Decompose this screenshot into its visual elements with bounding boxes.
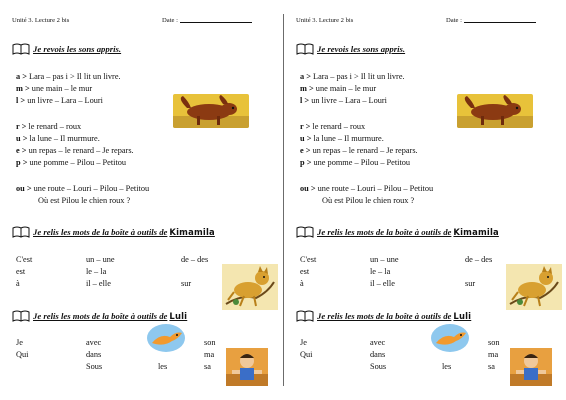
worksheet-left xyxy=(8,0,284,400)
book-icon xyxy=(12,43,30,55)
kim-word: est xyxy=(16,267,26,276)
date-label: Date : xyxy=(162,17,178,24)
sound-line-r: r > le renard – roux xyxy=(300,122,366,131)
luli-word: Qui xyxy=(16,350,29,359)
section-sounds-title: Je revois les sons appris. xyxy=(296,43,405,55)
kim-word: un – une xyxy=(370,255,399,264)
luli-word: son xyxy=(204,338,216,347)
sound-line-r: r > le renard – roux xyxy=(16,122,82,131)
luli-word: Qui xyxy=(300,350,313,359)
sound-line-p: p > une pomme – Pilou – Petitou xyxy=(16,158,127,167)
luli-word: ma xyxy=(488,350,499,359)
kim-word: il – elle xyxy=(370,279,395,288)
kim-word: C'est xyxy=(300,255,317,264)
sound-line-question: Où est Pilou le chien roux ? xyxy=(322,196,415,205)
dog-illustration xyxy=(457,94,533,128)
luli-word: sa xyxy=(204,362,211,371)
book-icon xyxy=(12,310,30,322)
luli-word: sa xyxy=(488,362,495,371)
luli-word: les xyxy=(442,362,452,371)
sound-line-l: l > un livre – Lara – Louri xyxy=(300,96,387,105)
sound-line-m: m > une main – le mur xyxy=(300,84,377,93)
unit-title: Unité 3. Lecture 2 bis xyxy=(12,17,70,24)
sound-line-e: e > un repas – le renard – Je repars. xyxy=(300,146,418,155)
sound-line-a: a > Lara – pas i > Il lit un livre. xyxy=(300,72,405,81)
section-sounds-title: Je revois les sons appris. xyxy=(12,43,121,55)
sound-line-question: Où est Pilou le chien roux ? xyxy=(38,196,131,205)
book-icon xyxy=(296,310,314,322)
luli-word: son xyxy=(488,338,500,347)
kim-word: le – la xyxy=(86,267,107,276)
luli-brand: Luli xyxy=(169,311,188,321)
worksheet-header xyxy=(12,17,282,24)
sound-line-a: a > Lara – pas i > Il lit un livre. xyxy=(16,72,121,81)
luli-word: dans xyxy=(370,350,386,359)
luli-word: Je xyxy=(300,338,307,347)
luli-word: Je xyxy=(16,338,23,347)
kim-word: le – la xyxy=(370,267,391,276)
kim-word: il – elle xyxy=(86,279,111,288)
kim-word: C'est xyxy=(16,255,33,264)
boy-illustration xyxy=(510,348,552,386)
luli-word: avec xyxy=(370,338,386,347)
section-luli-title: Je relis les mots de la boîte à outils de Luli xyxy=(296,310,471,322)
kim-word: de – des xyxy=(181,255,209,264)
bird-illustration xyxy=(430,323,470,353)
kim-word: de – des xyxy=(465,255,493,264)
luli-word: avec xyxy=(86,338,102,347)
dog-illustration xyxy=(173,94,249,128)
kim-word: est xyxy=(300,267,310,276)
luli-brand: Luli xyxy=(453,311,472,321)
luli-word: dans xyxy=(86,350,102,359)
section-kimamila-title: Je relis les mots de la boîte à outils de Kimamila xyxy=(296,226,499,238)
cat-illustration xyxy=(222,264,278,310)
sound-line-l: l > un livre – Lara – Louri xyxy=(16,96,103,105)
luli-word: Sous xyxy=(86,362,103,371)
date-label: Date : xyxy=(446,17,462,24)
luli-word: les xyxy=(158,362,168,371)
sound-line-p: p > une pomme – Pilou – Petitou xyxy=(300,158,411,167)
date-line xyxy=(464,17,536,23)
kim-word: à xyxy=(300,279,304,288)
kimamila-brand: Kimamila xyxy=(169,227,215,237)
worksheet-header xyxy=(296,17,566,24)
kim-word: sur xyxy=(465,279,476,288)
book-icon xyxy=(296,226,314,238)
date-line xyxy=(180,17,252,23)
sound-line-m: m > une main – le mur xyxy=(16,84,93,93)
book-icon xyxy=(12,226,30,238)
sound-line-ou: ou > une route – Louri – Pilou – Petitou xyxy=(16,184,150,193)
book-icon xyxy=(296,43,314,55)
unit-title: Unité 3. Lecture 2 bis xyxy=(296,17,354,24)
section-luli-title: Je relis les mots de la boîte à outils de Luli xyxy=(12,310,187,322)
sound-line-u: u > la lune – Il murmure. xyxy=(300,134,384,143)
boy-illustration xyxy=(226,348,268,386)
section-kimamila-title: Je relis les mots de la boîte à outils de Kimamila xyxy=(12,226,215,238)
luli-word: ma xyxy=(204,350,215,359)
worksheet-right xyxy=(292,0,566,400)
cat-illustration xyxy=(506,264,562,310)
luli-word: Sous xyxy=(370,362,387,371)
kimamila-brand: Kimamila xyxy=(453,227,499,237)
sound-line-ou: ou > une route – Louri – Pilou – Petitou xyxy=(300,184,434,193)
kim-word: à xyxy=(16,279,20,288)
sound-line-u: u > la lune – Il murmure. xyxy=(16,134,100,143)
bird-illustration xyxy=(146,323,186,353)
kim-word: un – une xyxy=(86,255,115,264)
kim-word: sur xyxy=(181,279,192,288)
sound-line-e: e > un repas – le renard – Je repars. xyxy=(16,146,134,155)
